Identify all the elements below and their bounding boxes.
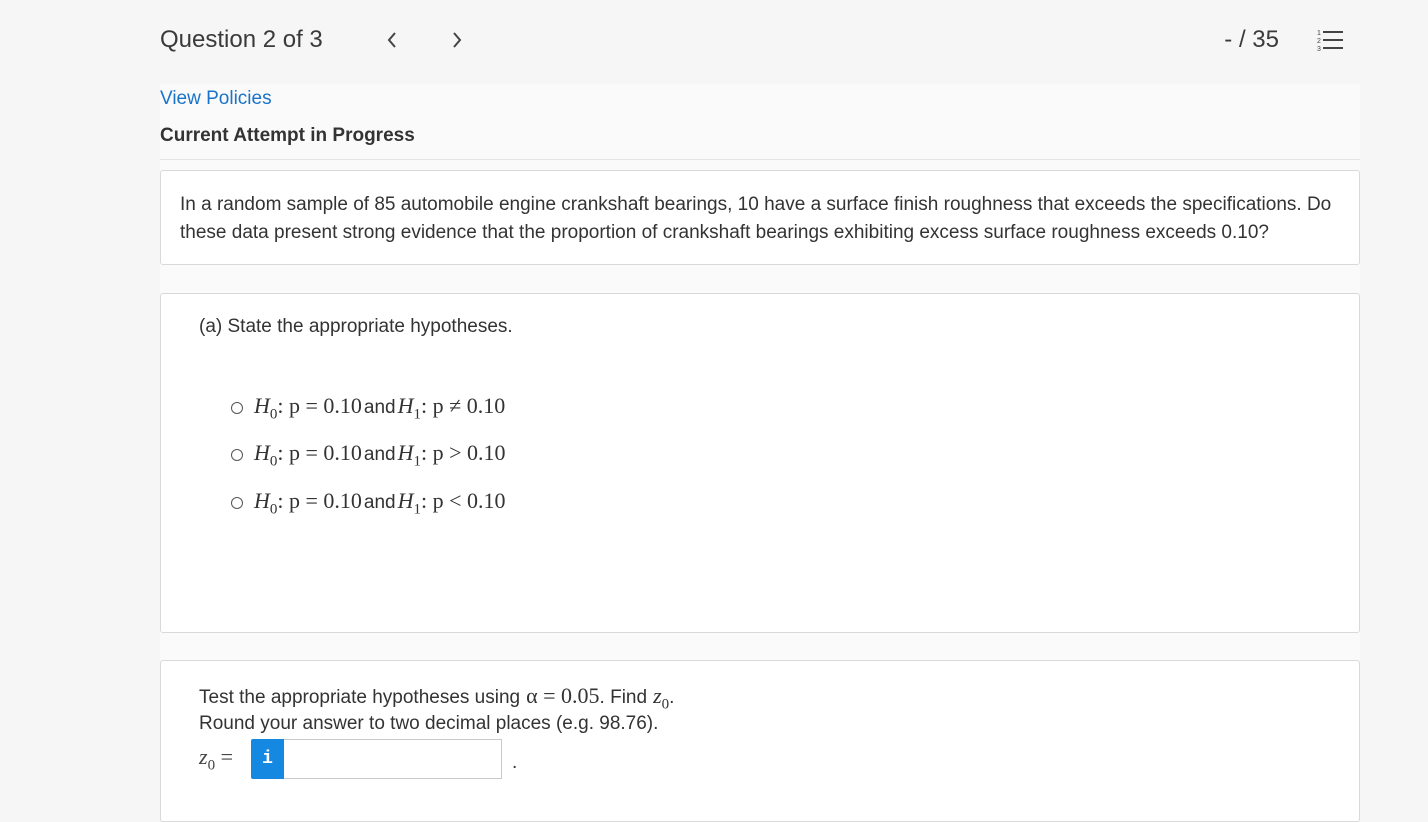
svg-text:2: 2 xyxy=(1317,38,1321,45)
answer-label: $z_0$ = xyxy=(199,743,233,774)
option-and-text: and xyxy=(363,444,396,465)
part-a-card xyxy=(160,293,1360,633)
next-question-button[interactable] xyxy=(445,26,469,54)
info-button[interactable] xyxy=(251,739,284,779)
part-a-label: (a) State the appropriate hypotheses. xyxy=(199,316,513,337)
attempt-status: Current Attempt in Progress xyxy=(160,125,415,146)
z0-answer-input[interactable] xyxy=(284,739,502,779)
part-b-instruction: Test the appropriate hypotheses using α = 0.05 . Find $z_0$ . xyxy=(199,683,675,713)
option-and-text: and xyxy=(363,492,396,513)
chevron-right-icon xyxy=(451,31,463,49)
divider xyxy=(160,159,1360,160)
question-content xyxy=(160,84,1360,804)
option-and-text: and xyxy=(363,397,396,418)
option-math: $H_0$: p = 0.10 xyxy=(254,392,362,423)
problem-statement: In a random sample of 85 automobile engine crankshaft bearings, 10 have a surface finish roughness that exceeds the specifications. Do these data present strong evidence that the proportion of crankshaft bearings exhibiting excess surface roughness exceeds 0.10? xyxy=(180,194,1332,243)
question-header xyxy=(0,0,1428,84)
view-policies-link[interactable]: View Policies xyxy=(160,88,272,109)
previous-question-button[interactable] xyxy=(380,26,404,54)
trailing-period: . xyxy=(511,752,518,773)
problem-card xyxy=(160,170,1360,265)
rounding-instruction: Round your answer to two decimal places (e.g. 98.76). xyxy=(199,713,659,734)
z0-symbol: $z_0$ xyxy=(653,683,670,713)
option-math: $H_0$: p = 0.10 xyxy=(254,487,362,518)
svg-text:1: 1 xyxy=(1317,30,1321,37)
option-math: $H_1$: p > 0.10 xyxy=(397,439,506,470)
question-title: Question 2 of 3 xyxy=(160,26,323,53)
radio-button[interactable] xyxy=(231,402,243,414)
option-math: $H_1$: p < 0.10 xyxy=(397,487,506,518)
chevron-left-icon xyxy=(386,31,398,49)
info-icon: i xyxy=(262,749,273,769)
hypothesis-option-1[interactable] xyxy=(231,393,505,423)
question-list-button[interactable] xyxy=(1316,28,1344,52)
radio-button[interactable] xyxy=(231,449,243,461)
score-display: - / 35 xyxy=(1224,26,1279,53)
alpha-expression: α = 0.05 xyxy=(526,683,600,708)
part-b-card xyxy=(160,660,1360,822)
svg-text:3: 3 xyxy=(1317,46,1321,52)
hypothesis-option-2[interactable] xyxy=(231,440,506,470)
option-math: $H_0$: p = 0.10 xyxy=(254,439,362,470)
radio-button[interactable] xyxy=(231,497,243,509)
numbered-list-icon xyxy=(1316,28,1344,52)
hypothesis-option-3[interactable] xyxy=(231,488,506,518)
answer-row xyxy=(199,739,517,779)
option-math: $H_1$: p ≠ 0.10 xyxy=(397,392,506,423)
